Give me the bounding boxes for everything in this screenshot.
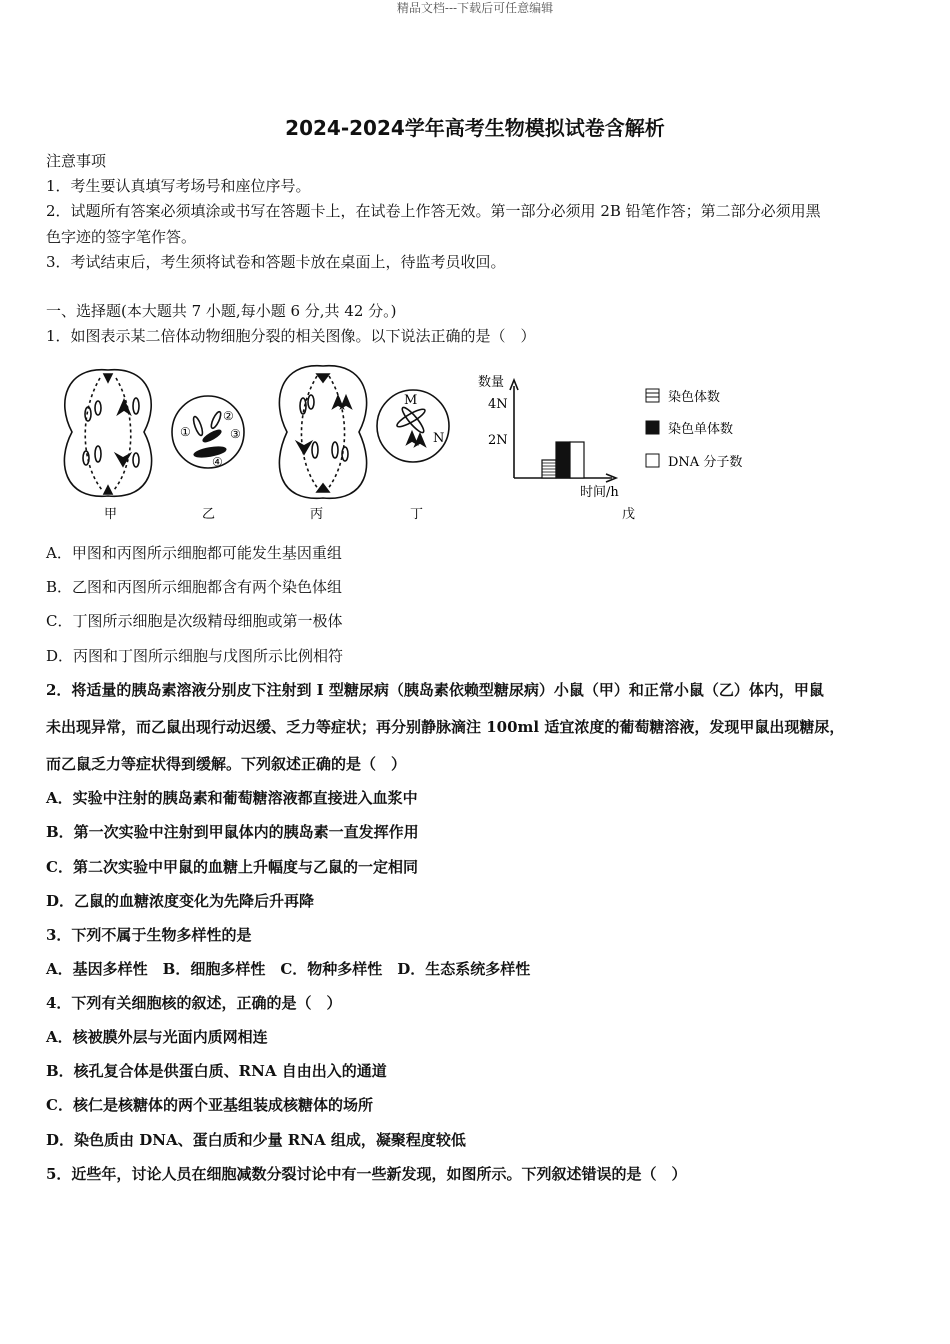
q2-option-c: C．第二次实验中甲鼠的血糖上升幅度与乙鼠的一定相同: [46, 858, 418, 876]
legend-swatch-white: [646, 454, 659, 467]
section-heading: 一、选择题(本大题共 7 小题,每小题 6 分,共 42 分。): [46, 302, 397, 320]
chart-legend: [646, 389, 742, 470]
ding-letter: M: [404, 393, 418, 408]
notice-item: 3．考试结束后，考生须将试卷和答题卡放在桌面上，待监考员收回。: [46, 253, 506, 271]
figure-label-wu: 戊: [622, 507, 636, 522]
figure-label-jia: 甲: [104, 507, 118, 522]
legend-swatch-striped: [646, 389, 659, 402]
q2-option-d: D．乙鼠的血糖浓度变化为先降后升再降: [46, 892, 315, 910]
q1-option-c: C．丁图所示细胞是次级精母细胞或第一极体: [46, 612, 343, 630]
q4-option-a: A．核被膜外层与光面内质网相连: [46, 1028, 268, 1046]
chart-ylabel: 数量: [478, 375, 505, 390]
q4-option-c: C．核仁是核糖体的两个亚基组装成核糖体的场所: [46, 1096, 373, 1114]
notice-heading: 注意事项: [46, 152, 107, 170]
question-2-stem: 2．将适量的胰岛素溶液分别皮下注射到 I 型糖尿病（胰岛素依赖型糖尿病）小鼠（甲）和正常小鼠（乙）体内，甲鼠: [46, 681, 824, 699]
chart-ytick: 2N: [488, 433, 508, 448]
ding-letter: N: [433, 431, 445, 446]
question-2-stem: 未出现异常，而乙鼠出现行动迟缓、乏力等症状；再分别静脉滴注 100ml 适宜浓度的葡萄糖溶液，发现甲鼠出现糖尿，: [46, 718, 845, 736]
q1-figure: [60, 362, 780, 536]
cell-bing: [279, 366, 366, 499]
legend-item: DNA 分子数: [668, 455, 743, 470]
q4-option-b: B．核孔复合体是供蛋白质、RNA 自由出入的通道: [46, 1062, 387, 1080]
cell-jia: [64, 370, 151, 497]
chart-bar-3: [570, 442, 584, 478]
notice-item: 2．试题所有答案必须填涂或书写在答题卡上，在试卷上作答无效。第一部分必须用 2B 铅笔作答；第二部分必须用黑: [46, 202, 821, 220]
legend-swatch-black: [646, 421, 659, 434]
figure-label-bing: 丙: [310, 507, 324, 522]
chart-xlabel: 时间/h: [580, 485, 619, 500]
q2-option-b: B．第一次实验中注射到甲鼠体内的胰岛素一直发挥作用: [46, 823, 419, 841]
page-title: 2024-2024学年高考生物模拟试卷含解析: [285, 116, 665, 140]
q1-option-b: B．乙图和丙图所示细胞都含有两个染色体组: [46, 578, 343, 596]
chart-ytick: 4N: [488, 397, 508, 412]
question-4-stem: 4．下列有关细胞核的叙述，正确的是（ ）: [46, 994, 342, 1012]
legend-item: 染色体数: [668, 390, 721, 405]
yi-number: ④: [212, 455, 223, 469]
q1-option-a: A．甲图和丙图所示细胞都可能发生基因重组: [46, 544, 342, 562]
q3-options: A．基因多样性 B．细胞多样性 C．物种多样性 D．生态系统多样性: [46, 960, 531, 978]
q1-figure-svg: [60, 362, 780, 532]
q1-option-d: D．丙图和丁图所示细胞与戊图所示比例相符: [46, 647, 344, 665]
figure-label-yi: 乙: [202, 507, 216, 522]
page-header: 精品文档---下载后可任意编辑: [396, 1, 554, 15]
figure-label-ding: 丁: [410, 507, 424, 522]
question-3-stem: 3．下列不属于生物多样性的是: [46, 926, 252, 944]
notice-item: 1．考生要认真填写考场号和座位序号。: [46, 177, 311, 195]
yi-number: ②: [223, 409, 234, 423]
yi-number: ①: [180, 425, 191, 439]
q2-option-a: A．实验中注射的胰岛素和葡萄糖溶液都直接进入血浆中: [46, 789, 418, 807]
question-1-stem: 1．如图表示某二倍体动物细胞分裂的相关图像。以下说法正确的是（ ）: [46, 327, 536, 345]
notice-item: 色字迹的签字笔作答。: [46, 228, 197, 246]
chart-bar-2: [556, 442, 570, 478]
question-5-stem: 5．近些年，讨论人员在细胞减数分裂讨论中有一些新发现，如图所示。下列叙述错误的是（ ）: [46, 1165, 687, 1183]
legend-item: 染色单体数: [668, 422, 734, 437]
q4-option-d: D．染色质由 DNA、蛋白质和少量 RNA 组成，凝聚程度较低: [46, 1131, 466, 1149]
question-2-stem: 而乙鼠乏力等症状得到缓解。下列叙述正确的是（ ）: [46, 755, 407, 773]
yi-number: ③: [230, 427, 241, 441]
